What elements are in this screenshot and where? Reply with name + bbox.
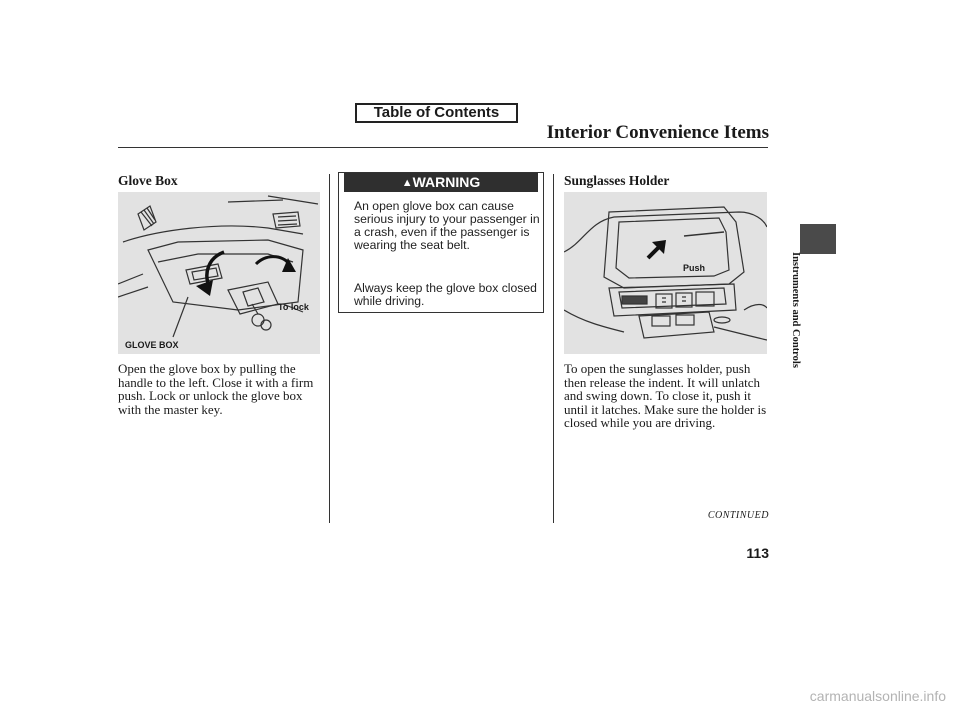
sunglasses-holder-description: To open the sunglasses holder, push then release the indent. It will unlatch and swing down. To close it, push it until it latches. Make sure the holder is closed while you are driving.	[564, 361, 767, 431]
warning-banner-text: WARNING	[412, 174, 481, 190]
warning-text-1: An open glove box can cause serious injury to your passenger in a crash, even if the passenger is wearing the seat belt.	[354, 199, 540, 252]
push-label: Push	[683, 263, 706, 273]
side-section-label-text: Instruments and Controls	[790, 252, 801, 368]
section-tab-marker	[800, 224, 836, 254]
warning-triangle-icon: ▲	[401, 177, 413, 189]
header-divider	[118, 147, 768, 148]
sunglasses-holder-drawing	[564, 192, 767, 354]
glove-box-drawing	[118, 192, 320, 354]
warning-banner	[344, 173, 538, 192]
sunglasses-holder-illustration	[564, 192, 767, 354]
glove-box-label: GLOVE BOX	[125, 340, 179, 350]
section-title: Interior Convenience Items	[546, 122, 769, 143]
warning-text-2: Always keep the glove box closed while driving.	[354, 281, 537, 308]
to-lock-label: To lock	[278, 302, 309, 312]
page-number: 113	[746, 545, 769, 561]
table-of-contents-button[interactable]: Table of Contents	[355, 103, 518, 123]
glove-box-heading: Glove Box	[118, 173, 178, 188]
column-divider-left	[329, 174, 330, 523]
column-divider-right	[553, 174, 554, 523]
watermark: carmanualsonline.info	[809, 688, 946, 704]
glove-box-illustration	[118, 192, 320, 354]
glove-box-description: Open the glove box by pulling the handle to the left. Close it with a firm push. Lock or unlock the glove box with the master key.	[118, 361, 314, 417]
side-section-label	[790, 252, 812, 502]
continued-note: CONTINUED	[707, 510, 769, 521]
sunglasses-holder-heading: Sunglasses Holder	[564, 173, 670, 188]
